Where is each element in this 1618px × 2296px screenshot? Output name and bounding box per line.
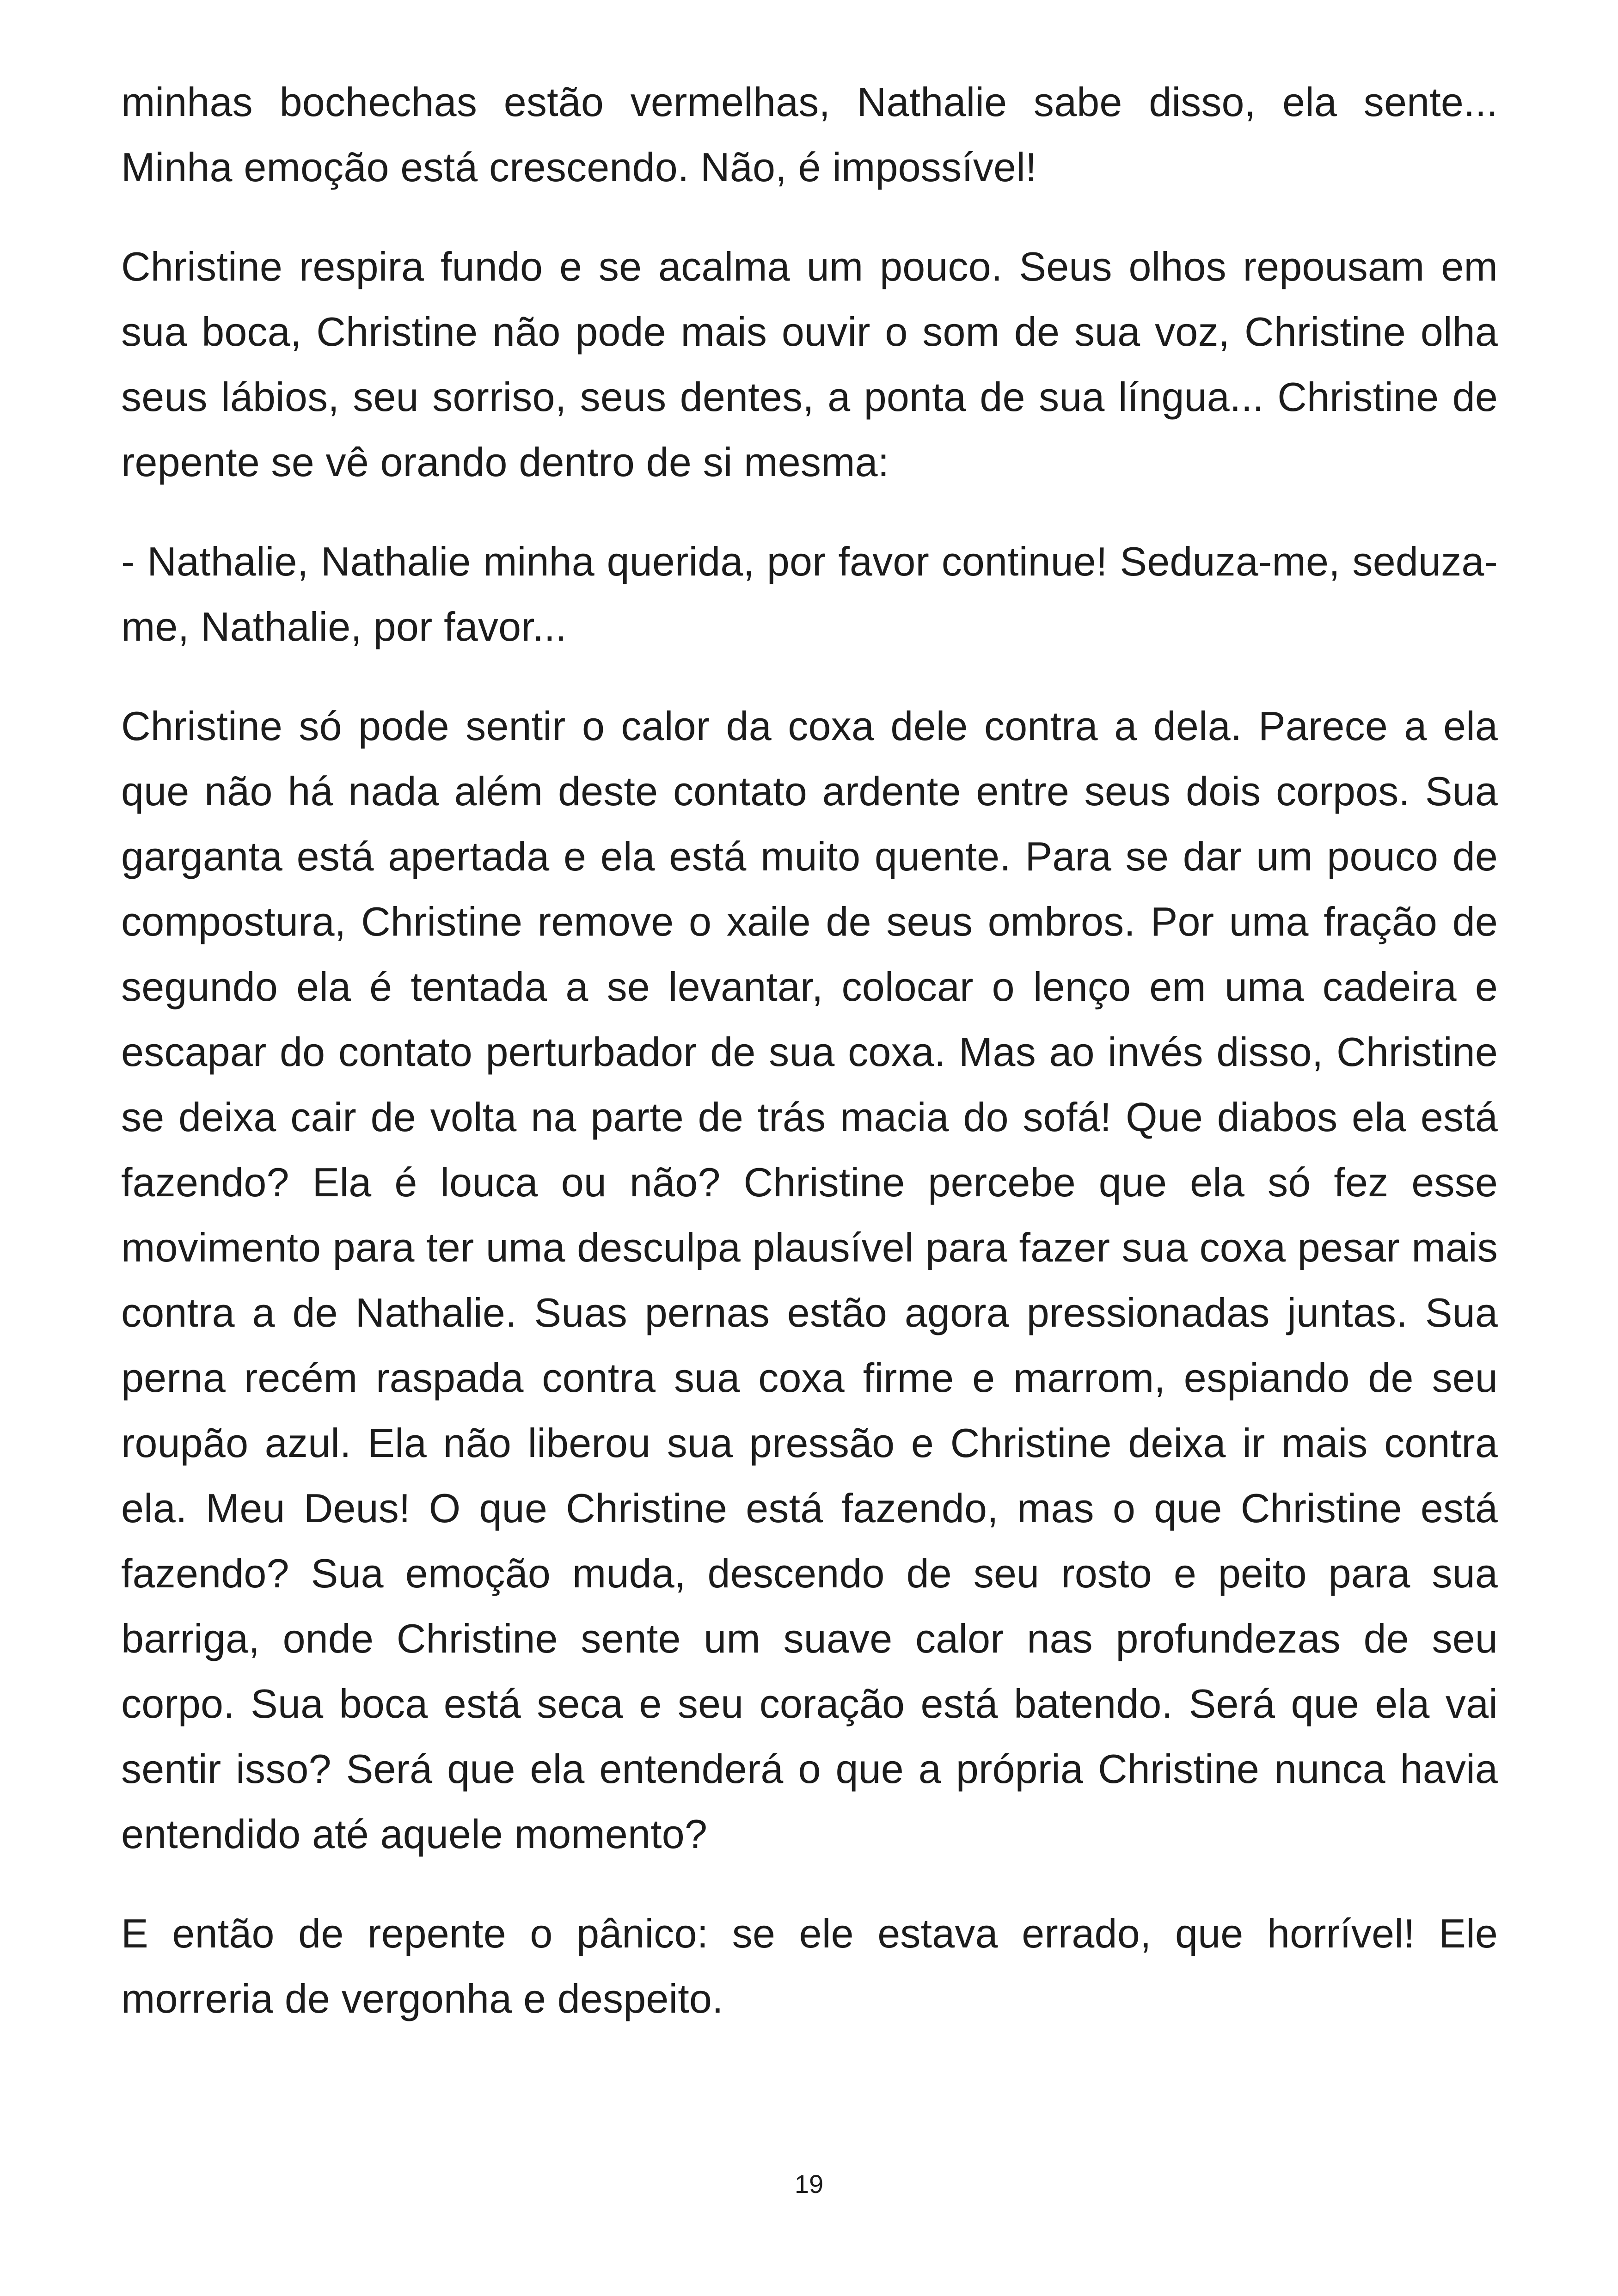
- paragraph-1: minhas bochechas estão vermelhas, Nathalie sabe disso, ela sente... Minha emoção está crescendo. Não, é impossível!: [121, 79, 1498, 190]
- paragraph-2: Christine respira fundo e se acalma um pouco. Seus olhos repousam em sua boca, Christine não pode mais ouvir o som de sua voz, Christine olha seus lábios, seu sorriso, seus dentes, a ponta de sua língua... Christine de repente se vê orando dentro de si mesma:: [121, 244, 1498, 485]
- page-number: 19: [794, 2169, 824, 2198]
- paragraph-3-dialogue: - Nathalie, Nathalie minha querida, por favor continue! Seduza-me, seduza-me, Nathalie, por favor...: [121, 539, 1498, 649]
- page-body: [121, 69, 1498, 2065]
- paragraph-5: E então de repente o pânico: se ele estava errado, que horrível! Ele morreria de vergonha e despeito.: [121, 1910, 1498, 2021]
- paragraph-4: Christine só pode sentir o calor da coxa dele contra a dela. Parece a ela que não há nada além deste contato ardente entre seus dois corpos. Sua garganta está apertada e ela está muito quente. Para se dar um pouco de compostura, Christine remove o xaile de seus ombros. Por uma fração de segundo ela é tentada a se levantar, colocar o lenço em uma cadeira e escapar do contato perturbador de sua coxa. Mas ao invés disso, Christine se deixa cair de volta na parte de trás macia do sofá! Que diabos ela está fazendo? Ela é louca ou não? Christine percebe que ela só fez esse movimento para ter uma desculpa plausível para fazer sua coxa pesar mais contra a de Nathalie. Suas pernas estão agora pressionadas juntas. Sua perna recém raspada contra sua coxa firme e marrom, espiando de seu roupão azul. Ela não liberou sua pressão e Christine deixa ir mais contra ela. Meu Deus! O que Christine está fazendo, mas o que Christine está fazendo? Sua emoção muda, descendo de seu rosto e peito para sua barriga, onde Christine sente um suave calor nas profundezas de seu corpo. Sua boca está seca e seu coração está batendo. Será que ela vai sentir isso? Será que ela entenderá o que a própria Christine nunca havia entendido até aquele momento?: [121, 703, 1498, 1857]
